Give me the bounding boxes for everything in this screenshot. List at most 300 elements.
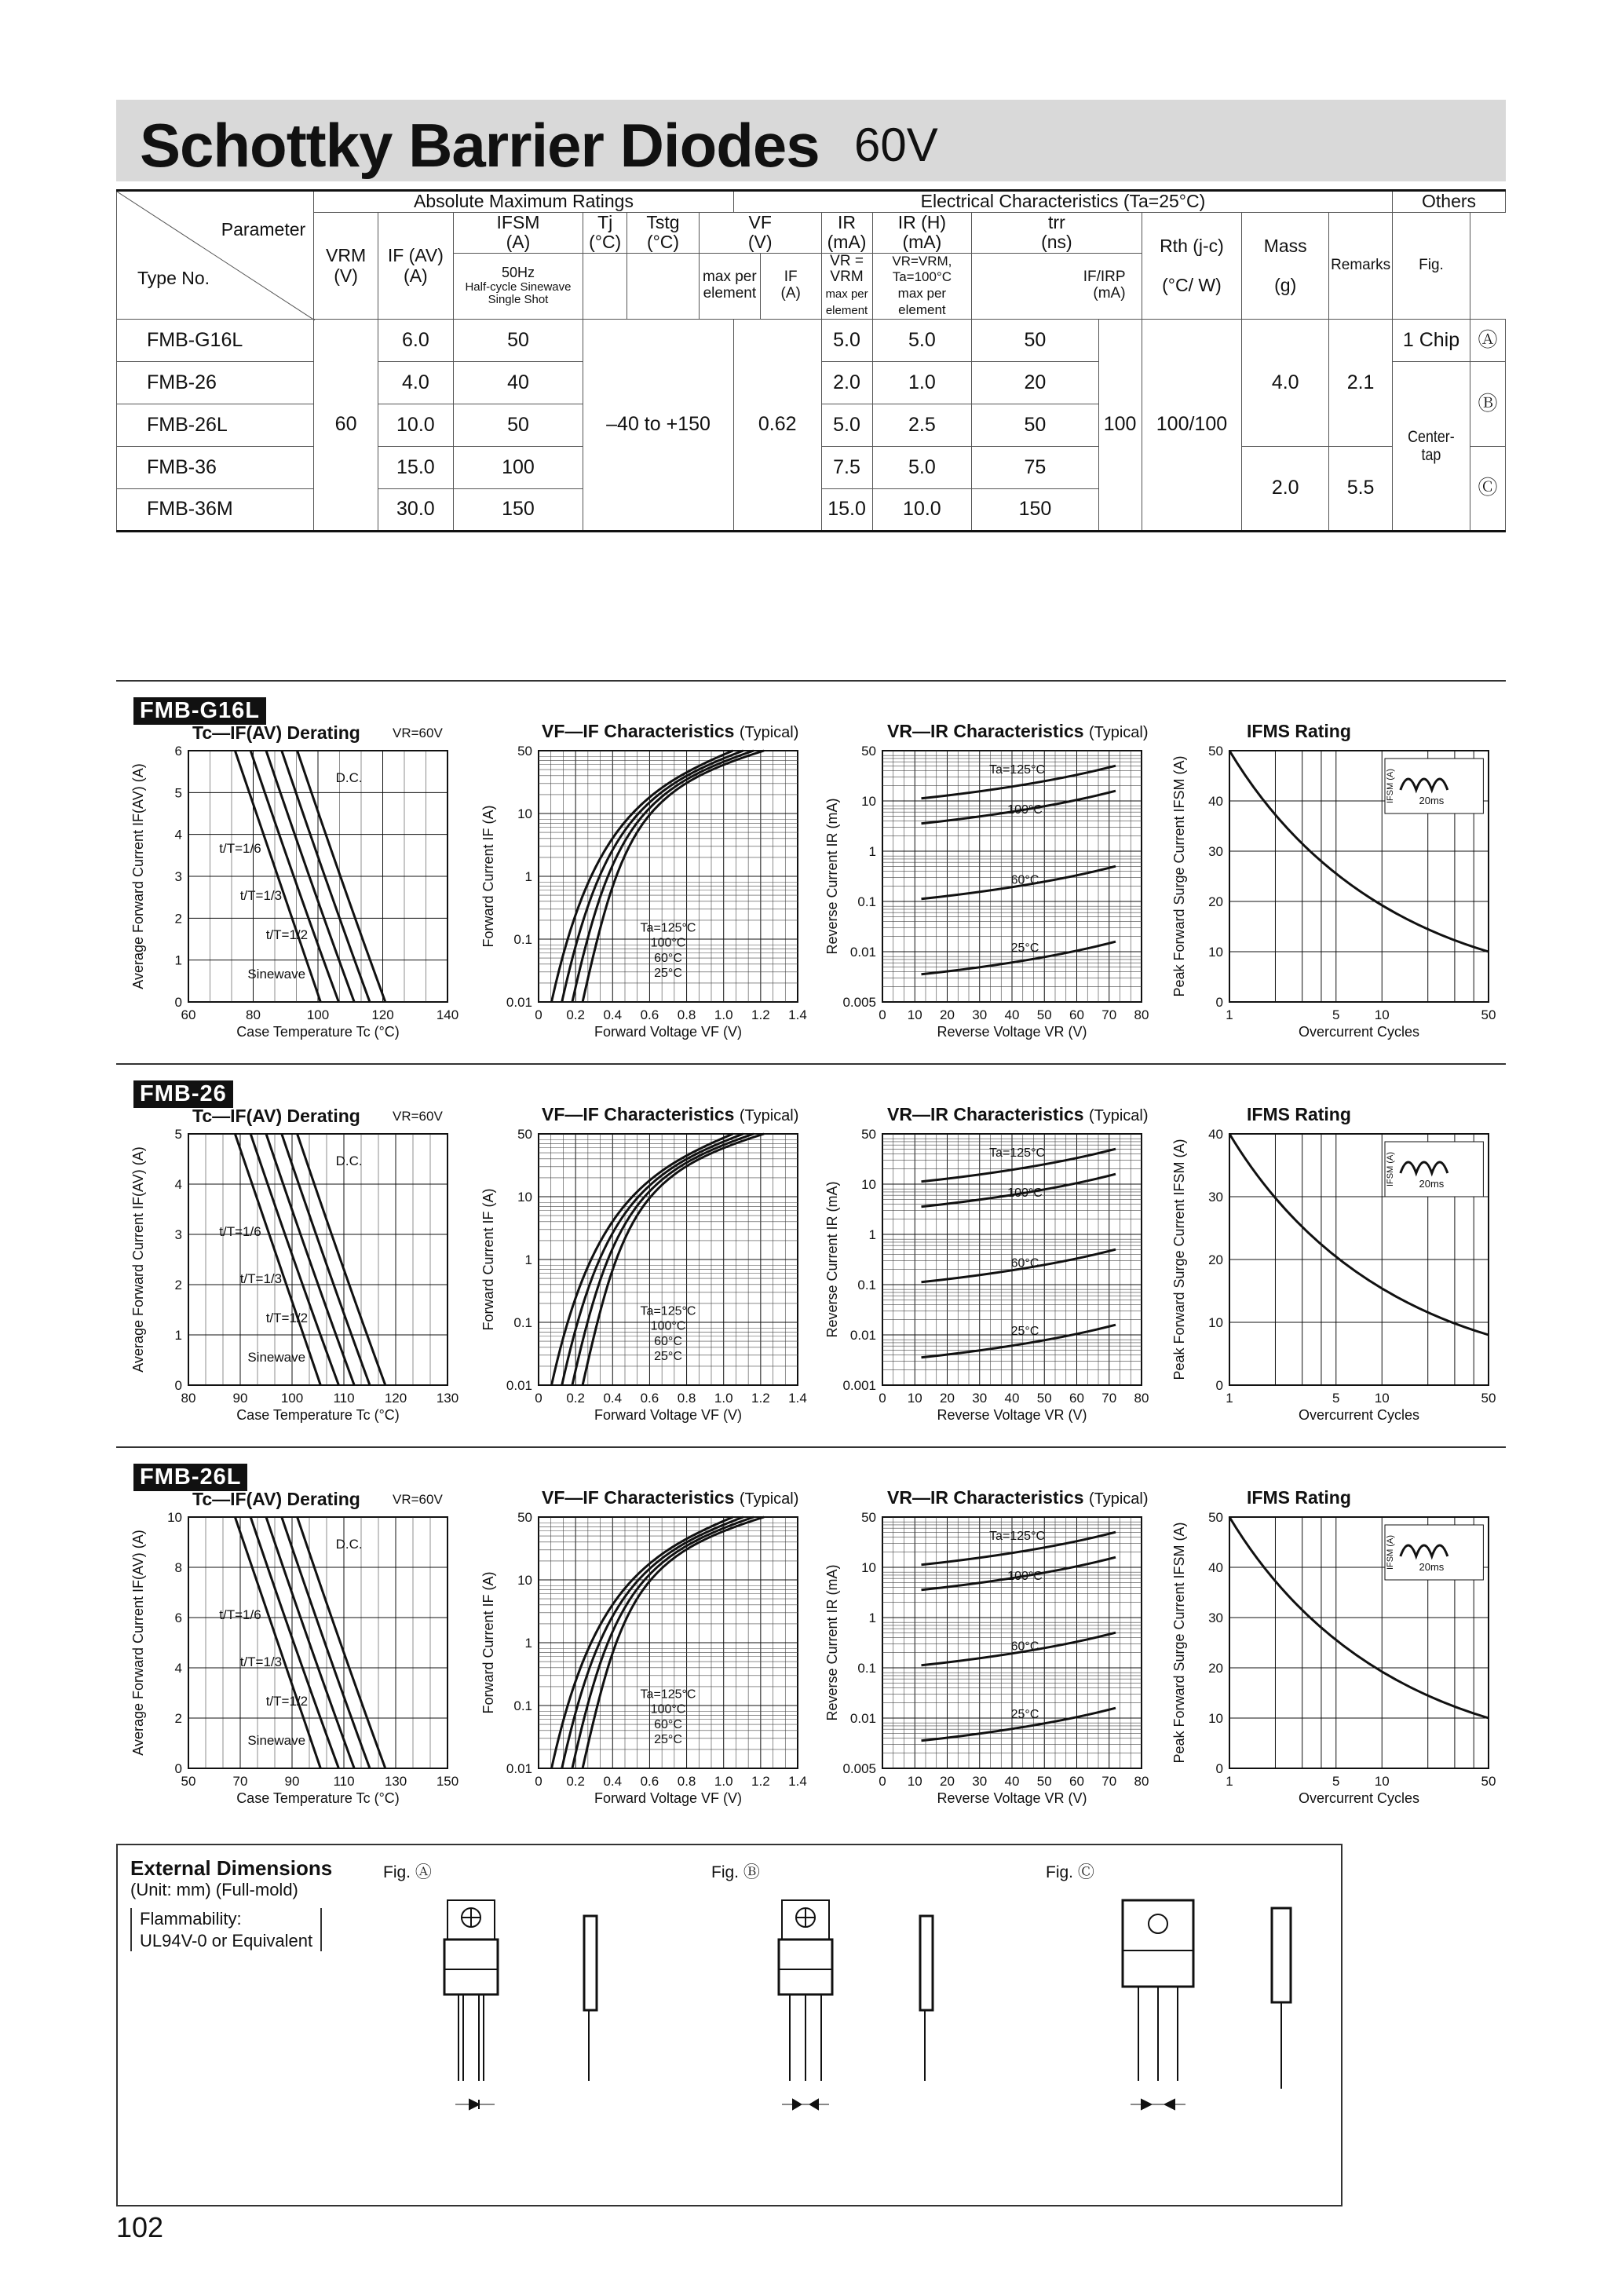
y-tick-label: 40	[1208, 1127, 1223, 1142]
x-tick-label: 10	[1374, 1774, 1390, 1789]
x-axis-label: Forward Voltage VF (V)	[594, 1790, 743, 1806]
y-axis-label: Average Forward Current IF(AV) (A)	[130, 763, 146, 989]
irh-cell: 20	[972, 362, 1098, 404]
package-drawing-a	[377, 1869, 691, 2199]
typeno-label: Type No.	[137, 268, 210, 288]
ifsm-title: IFMS Rating	[1247, 721, 1351, 741]
irh-cell: 150	[972, 489, 1098, 532]
x-tick-label: 100	[280, 1391, 304, 1406]
ir-cell: 1.0	[872, 362, 972, 404]
x-tick-label: 10	[907, 1774, 922, 1789]
y-tick-label: 1	[868, 1227, 876, 1242]
y-axis-label: Reverse Current IR (mA)	[824, 798, 840, 955]
if-cell: 10.0	[378, 404, 454, 447]
y-axis-label: Average Forward Current IF(AV) (A)	[130, 1530, 146, 1756]
x-tick-label: 30	[972, 1774, 988, 1789]
ir-sub: VR = VRM max per element	[821, 253, 872, 320]
y-tick-label: 40	[1208, 1560, 1223, 1575]
ifsm-cell: 100	[453, 447, 583, 489]
x-tick-label: 100	[306, 1007, 330, 1022]
tstg-header: Tstg (°C)	[627, 213, 700, 254]
x-axis-label: Forward Voltage VF (V)	[594, 1024, 743, 1040]
y-tick-label: 1	[524, 869, 532, 884]
curve-label-60: 60°C	[1010, 1256, 1039, 1270]
waveform-20ms: 20ms	[1419, 1561, 1445, 1573]
parameter-label: Parameter	[221, 219, 306, 239]
y-tick-label: 2	[174, 911, 182, 927]
chart-panel	[476, 1509, 845, 1823]
x-tick-label: 1.0	[714, 1391, 733, 1406]
y-tick-label: 0.1	[857, 1278, 876, 1292]
y-tick-label: 50	[517, 744, 532, 759]
x-tick-label: 1.2	[751, 1007, 770, 1022]
part-label: FMB-26L	[133, 1464, 247, 1491]
x-tick-label: 80	[1134, 1391, 1149, 1406]
x-tick-label: 50	[1481, 1391, 1496, 1406]
chart-panel	[1167, 743, 1536, 1057]
x-tick-label: 50	[1481, 1007, 1496, 1022]
y-tick-label: 0.1	[857, 894, 876, 909]
curve-label-t16: t/T=1/6	[219, 841, 261, 856]
y-tick-label: 0	[174, 1378, 182, 1393]
tj-tstg-value: –40 to +150	[583, 320, 734, 532]
x-tick-label: 90	[284, 1774, 300, 1789]
x-tick-label: 0	[879, 1391, 886, 1406]
if-test-cell: 5.0	[821, 320, 872, 362]
x-tick-label: 5	[1332, 1391, 1340, 1406]
y-tick-label: 10	[861, 794, 876, 809]
x-tick-label: 0.6	[640, 1007, 659, 1022]
x-tick-label: 0	[879, 1774, 886, 1789]
derating-title: Tc—IF(AV) Derating	[192, 1489, 360, 1509]
x-tick-label: 0.4	[603, 1007, 623, 1022]
y-tick-label: 30	[1208, 1610, 1223, 1625]
tstg-sub	[627, 253, 700, 320]
tj-sub	[583, 253, 627, 320]
x-axis-label: Case Temperature Tc (°C)	[236, 1407, 400, 1423]
chart-panel	[476, 743, 845, 1057]
y-tick-label: 0	[174, 1761, 182, 1776]
type-cell: FMB-26L	[117, 404, 314, 447]
x-tick-label: 60	[1069, 1391, 1084, 1406]
waveform-ifsm: IFSM (A)	[1385, 1152, 1395, 1186]
x-tick-label: 0.6	[640, 1391, 659, 1406]
y-tick-label: 0.01	[506, 1761, 532, 1776]
ir-cell: 5.0	[872, 320, 972, 362]
trr-cond-value: 100/100	[1142, 320, 1242, 532]
curve-label-dc: D.C.	[335, 1537, 363, 1552]
x-axis-label: Reverse Voltage VR (V)	[937, 1407, 1087, 1423]
y-tick-label: 0.001	[842, 1378, 876, 1393]
chart-panel	[476, 1126, 845, 1440]
irh-sub: VR=VRM, Ta=100°C max per element	[872, 253, 972, 320]
x-tick-label: 1	[1226, 1391, 1233, 1406]
y-tick-label: 1	[174, 1328, 182, 1343]
x-tick-label: 120	[371, 1007, 394, 1022]
vf-value: 0.62	[733, 320, 821, 532]
x-tick-label: 10	[1374, 1391, 1390, 1406]
y-tick-label: 50	[861, 1127, 876, 1142]
type-cell: FMB-36	[117, 447, 314, 489]
y-tick-label: 0	[1215, 995, 1223, 1010]
if-test-cell: 15.0	[821, 489, 872, 532]
y-tick-label: 6	[174, 1610, 182, 1625]
trr-value: 100	[1098, 320, 1142, 532]
ir-cell: 2.5	[872, 404, 972, 447]
ifsm-title: IFMS Rating	[1247, 1104, 1351, 1124]
x-tick-label: 30	[972, 1007, 988, 1022]
y-axis-label: Reverse Current IR (mA)	[824, 1564, 840, 1721]
waveform-ifsm: IFSM (A)	[1385, 1535, 1395, 1570]
y-tick-label: 30	[1208, 1190, 1223, 1205]
curve-label-100: 100°C	[650, 936, 686, 950]
y-tick-label: 0.01	[506, 1378, 532, 1393]
y-tick-label: 0.1	[857, 1661, 876, 1676]
y-tick-label: 1	[174, 952, 182, 968]
curve-label-25: 25°C	[1010, 941, 1039, 955]
vrir-title: VR—IR Characteristics (Typical)	[887, 1104, 1149, 1124]
x-tick-label: 40	[1004, 1391, 1020, 1406]
abs-max-header: Absolute Maximum Ratings	[314, 191, 734, 213]
x-tick-label: 5	[1332, 1774, 1340, 1789]
fig-c-label: Fig. Ⓒ	[1046, 1863, 1094, 1881]
vrm-header: VRM (V)	[314, 213, 378, 320]
y-tick-label: 10	[1208, 1315, 1223, 1330]
x-tick-label: 0.8	[677, 1007, 696, 1022]
x-tick-label: 110	[333, 1774, 355, 1789]
part-label: FMB-G16L	[133, 697, 266, 725]
chart-panel	[820, 1126, 1189, 1440]
vfif-title: VF—IF Characteristics (Typical)	[542, 1487, 799, 1508]
chart-panel	[820, 1509, 1189, 1823]
param-header-cell	[117, 191, 314, 320]
x-tick-label: 70	[232, 1774, 248, 1789]
y-tick-label: 1	[524, 1252, 532, 1267]
y-axis-label: Peak Forward Surge Current IFSM (A)	[1171, 1139, 1187, 1380]
fig-a: Ⓐ	[1470, 320, 1505, 362]
vrir-title: VR—IR Characteristics (Typical)	[887, 721, 1149, 741]
curve-label-dc: D.C.	[335, 1153, 363, 1168]
y-tick-label: 2	[174, 1711, 182, 1726]
x-tick-label: 60	[1069, 1774, 1084, 1789]
y-tick-label: 4	[174, 1177, 182, 1192]
x-tick-label: 130	[436, 1391, 459, 1406]
y-axis-label: Peak Forward Surge Current IFSM (A)	[1171, 755, 1187, 997]
y-tick-label: 6	[174, 744, 182, 759]
chart-panel	[820, 743, 1189, 1057]
vrir-title: VR—IR Characteristics (Typical)	[887, 1487, 1149, 1508]
x-tick-label: 60	[1069, 1007, 1084, 1022]
x-tick-label: 1.0	[714, 1774, 733, 1789]
package-drawing-b	[707, 1869, 1021, 2199]
vr-note: VR=60V	[393, 726, 443, 740]
x-tick-label: 50	[1036, 1774, 1052, 1789]
x-tick-label: 10	[907, 1007, 922, 1022]
ir-cell: 5.0	[872, 447, 972, 489]
vr-note: VR=60V	[393, 1492, 443, 1507]
x-tick-label: 1.2	[751, 1774, 770, 1789]
page-title: Schottky Barrier Diodes	[140, 111, 820, 180]
waveform-ifsm: IFSM (A)	[1385, 769, 1395, 803]
x-tick-label: 1	[1226, 1007, 1233, 1022]
x-axis-label: Case Temperature Tc (°C)	[236, 1024, 400, 1040]
curve-label-t12: t/T=1/2	[265, 1694, 309, 1709]
y-tick-label: 5	[174, 1127, 182, 1142]
y-axis-label: Forward Current IF (A)	[480, 805, 496, 948]
rth-value-b: 2.0	[1242, 447, 1329, 532]
ir-header: IR (mA)	[821, 213, 872, 254]
y-tick-label: 20	[1208, 894, 1223, 909]
chart-panel	[126, 1126, 495, 1440]
curve-label-25: 25°C	[1010, 1708, 1039, 1721]
x-tick-label: 30	[972, 1391, 988, 1406]
elec-header: Electrical Characteristics (Ta=25°C)	[733, 191, 1392, 213]
package-drawing-c	[1044, 1869, 1343, 2199]
irh-cell: 75	[972, 447, 1098, 489]
x-tick-label: 0.4	[603, 1774, 623, 1789]
y-tick-label: 10	[517, 806, 532, 821]
vfif-title: VF—IF Characteristics (Typical)	[542, 721, 799, 741]
irh-cell: 50	[972, 404, 1098, 447]
vrm-value: 60	[314, 320, 378, 532]
y-tick-label: 30	[1208, 844, 1223, 859]
rth-header: Rth (j-c) (°C/ W)	[1142, 213, 1242, 320]
y-tick-label: 1	[868, 1610, 876, 1625]
curve-label-25: 25°C	[1010, 1325, 1039, 1338]
x-axis-label: Overcurrent Cycles	[1298, 1790, 1420, 1806]
curve-label-60: 60°C	[1010, 873, 1039, 887]
ifsm-cell: 50	[453, 404, 583, 447]
x-tick-label: 20	[940, 1007, 955, 1022]
x-tick-label: 0.2	[566, 1007, 585, 1022]
x-tick-label: 80	[246, 1007, 261, 1022]
y-tick-label: 10	[1208, 1711, 1223, 1726]
y-tick-label: 0.005	[842, 1761, 876, 1776]
type-cell: FMB-G16L	[117, 320, 314, 362]
x-tick-label: 70	[1101, 1391, 1117, 1406]
y-tick-label: 10	[861, 1560, 876, 1575]
curve-label-sine: Sinewave	[247, 967, 306, 982]
x-tick-label: 80	[1134, 1774, 1149, 1789]
ir-cell: 10.0	[872, 489, 972, 532]
section-divider	[116, 680, 1506, 682]
x-tick-label: 1	[1226, 1774, 1233, 1789]
x-tick-label: 1.4	[788, 1774, 807, 1789]
x-axis-label: Forward Voltage VF (V)	[594, 1407, 743, 1423]
x-tick-label: 0	[535, 1774, 542, 1789]
x-tick-label: 90	[232, 1391, 248, 1406]
curve-label-t16: t/T=1/6	[219, 1224, 261, 1239]
x-axis-label: Overcurrent Cycles	[1298, 1407, 1420, 1423]
x-axis-label: Reverse Voltage VR (V)	[937, 1790, 1087, 1806]
curve-label-t13: t/T=1/3	[239, 1654, 283, 1669]
curve-label-125: Ta=125°C	[640, 1687, 696, 1702]
y-tick-label: 0.005	[842, 995, 876, 1010]
x-tick-label: 0.8	[677, 1774, 696, 1789]
voltage-rating: 60V	[854, 119, 938, 171]
y-axis-label: Forward Current IF (A)	[480, 1188, 496, 1331]
x-tick-label: 20	[940, 1391, 955, 1406]
section-divider	[116, 1063, 1506, 1065]
curve-label-60: 60°C	[1010, 1640, 1039, 1654]
irh-cell: 50	[972, 320, 1098, 362]
curve-label-100: 100°C	[650, 1319, 686, 1333]
y-tick-label: 10	[517, 1573, 532, 1588]
curve-label-125: Ta=125°C	[640, 1304, 696, 1318]
x-tick-label: 0	[535, 1391, 542, 1406]
ifsm-header: IFSM (A)	[453, 213, 583, 254]
y-tick-label: 20	[1208, 1252, 1223, 1267]
y-axis-label: Reverse Current IR (mA)	[824, 1181, 840, 1338]
curve-label-125: Ta=125°C	[989, 762, 1046, 777]
curve-label-t13: t/T=1/3	[239, 1271, 283, 1286]
y-tick-label: 10	[861, 1177, 876, 1192]
y-tick-label: 0.1	[513, 1698, 532, 1713]
y-tick-label: 0.01	[849, 1328, 876, 1343]
y-tick-label: 3	[174, 869, 182, 884]
x-tick-label: 0.6	[640, 1774, 659, 1789]
x-tick-label: 80	[1134, 1007, 1149, 1022]
x-tick-label: 10	[907, 1391, 922, 1406]
curve-label-t12: t/T=1/2	[265, 927, 309, 942]
if-test-cell: 2.0	[821, 362, 872, 404]
x-axis-label: Reverse Voltage VR (V)	[937, 1024, 1087, 1040]
ifsm-cell: 50	[453, 320, 583, 362]
mass-header: Mass (g)	[1242, 213, 1329, 320]
rth-value-a: 4.0	[1242, 320, 1329, 447]
ifsm-cell: 150	[453, 489, 583, 532]
x-tick-label: 60	[181, 1007, 196, 1022]
y-tick-label: 10	[517, 1190, 532, 1205]
y-tick-label: 10	[1208, 945, 1223, 960]
plot-frame	[188, 1134, 448, 1385]
y-tick-label: 50	[1208, 1510, 1223, 1525]
if-header: IF (AV) (A)	[378, 213, 454, 320]
x-tick-label: 1.0	[714, 1007, 733, 1022]
y-tick-label: 8	[174, 1560, 182, 1575]
x-tick-label: 10	[1374, 1007, 1390, 1022]
curve-label-t12: t/T=1/2	[265, 1311, 309, 1325]
x-tick-label: 120	[384, 1391, 407, 1406]
x-tick-label: 40	[1004, 1774, 1020, 1789]
section-divider	[116, 1446, 1506, 1448]
y-axis-label: Forward Current IF (A)	[480, 1571, 496, 1714]
tj-header: Tj (°C)	[583, 213, 627, 254]
remarks-header: Remarks	[1329, 213, 1393, 320]
curve-label-60: 60°C	[654, 1334, 682, 1348]
fig-c: Ⓒ	[1470, 447, 1505, 532]
curve-label-100: 100°C	[1007, 1186, 1043, 1200]
y-tick-label: 0.1	[513, 1315, 532, 1330]
fig-b-label: Fig. Ⓑ	[711, 1863, 760, 1881]
chart-panel	[1167, 1126, 1536, 1440]
y-tick-label: 0.01	[849, 1711, 876, 1726]
part-label: FMB-26	[133, 1080, 233, 1108]
y-tick-label: 50	[517, 1510, 532, 1525]
x-tick-label: 0.2	[566, 1774, 585, 1789]
x-tick-label: 150	[436, 1774, 459, 1789]
fig-a-label: Fig. Ⓐ	[383, 1863, 432, 1881]
type-cell: FMB-36M	[117, 489, 314, 532]
curve-label-sine: Sinewave	[247, 1733, 306, 1748]
y-axis-label: Peak Forward Surge Current IFSM (A)	[1171, 1522, 1187, 1764]
y-tick-label: 0.01	[506, 995, 532, 1010]
remark-a: 1 Chip	[1393, 320, 1470, 362]
y-tick-label: 0	[1215, 1378, 1223, 1393]
curve-label-25: 25°C	[654, 1350, 682, 1363]
curve-label-25: 25°C	[654, 967, 682, 980]
x-tick-label: 110	[333, 1391, 355, 1406]
x-tick-label: 50	[1036, 1391, 1052, 1406]
external-dimensions-title: External Dimensions	[130, 1856, 333, 1880]
curve-label-dc: D.C.	[335, 770, 363, 785]
curve-label-125: Ta=125°C	[989, 1529, 1046, 1543]
x-tick-label: 130	[384, 1774, 407, 1789]
waveform-20ms: 20ms	[1419, 795, 1445, 806]
derating-title: Tc—IF(AV) Derating	[192, 1106, 360, 1126]
page-number: 102	[116, 2211, 164, 2243]
y-tick-label: 40	[1208, 794, 1223, 809]
curve-label-t16: t/T=1/6	[219, 1607, 261, 1622]
x-tick-label: 1.4	[788, 1007, 807, 1022]
table-row	[117, 320, 1506, 362]
y-tick-label: 4	[174, 1661, 182, 1676]
plot-frame	[188, 1517, 448, 1768]
chart-panel	[126, 1509, 495, 1823]
y-tick-label: 1	[524, 1636, 532, 1651]
x-tick-label: 0	[879, 1007, 886, 1022]
spec-table	[116, 189, 1506, 532]
x-tick-label: 1.4	[788, 1391, 807, 1406]
trr-header: trr (ns)	[972, 213, 1142, 254]
vf-sub-max: max per element	[699, 253, 760, 320]
x-tick-label: 50	[1036, 1007, 1052, 1022]
if-cell: 6.0	[378, 320, 454, 362]
external-dimensions-unit: (Unit: mm) (Full-mold)	[130, 1880, 298, 1899]
ifsm-cell: 40	[453, 362, 583, 404]
trr-sub: IF/IRP (mA)	[972, 253, 1142, 320]
curve-label-25: 25°C	[654, 1733, 682, 1746]
x-tick-label: 140	[436, 1007, 459, 1022]
y-tick-label: 1	[868, 844, 876, 859]
x-tick-label: 5	[1332, 1007, 1340, 1022]
y-tick-label: 4	[174, 827, 182, 843]
header-diagonal	[117, 192, 315, 320]
mass-value-b: 5.5	[1329, 447, 1393, 532]
x-tick-label: 80	[181, 1391, 196, 1406]
y-tick-label: 50	[861, 1510, 876, 1525]
x-axis-label: Case Temperature Tc (°C)	[236, 1790, 400, 1806]
waveform-20ms: 20ms	[1419, 1178, 1445, 1190]
y-tick-label: 50	[861, 744, 876, 759]
x-tick-label: 50	[1481, 1774, 1496, 1789]
x-tick-label: 40	[1004, 1007, 1020, 1022]
vf-sub-if: IF (A)	[760, 253, 821, 320]
others-header: Others	[1393, 191, 1506, 213]
curve-label-sine: Sinewave	[247, 1350, 306, 1365]
mass-value-a: 2.1	[1329, 320, 1393, 447]
y-tick-label: 20	[1208, 1661, 1223, 1676]
type-cell: FMB-26	[117, 362, 314, 404]
y-tick-label: 5	[174, 785, 182, 801]
fig-b: Ⓑ	[1470, 362, 1505, 447]
y-axis-label: Average Forward Current IF(AV) (A)	[130, 1146, 146, 1373]
vf-header: VF (V)	[699, 213, 821, 254]
x-tick-label: 20	[940, 1774, 955, 1789]
if-cell: 30.0	[378, 489, 454, 532]
fig-header: Fig.	[1393, 213, 1470, 320]
x-tick-label: 70	[1101, 1774, 1117, 1789]
